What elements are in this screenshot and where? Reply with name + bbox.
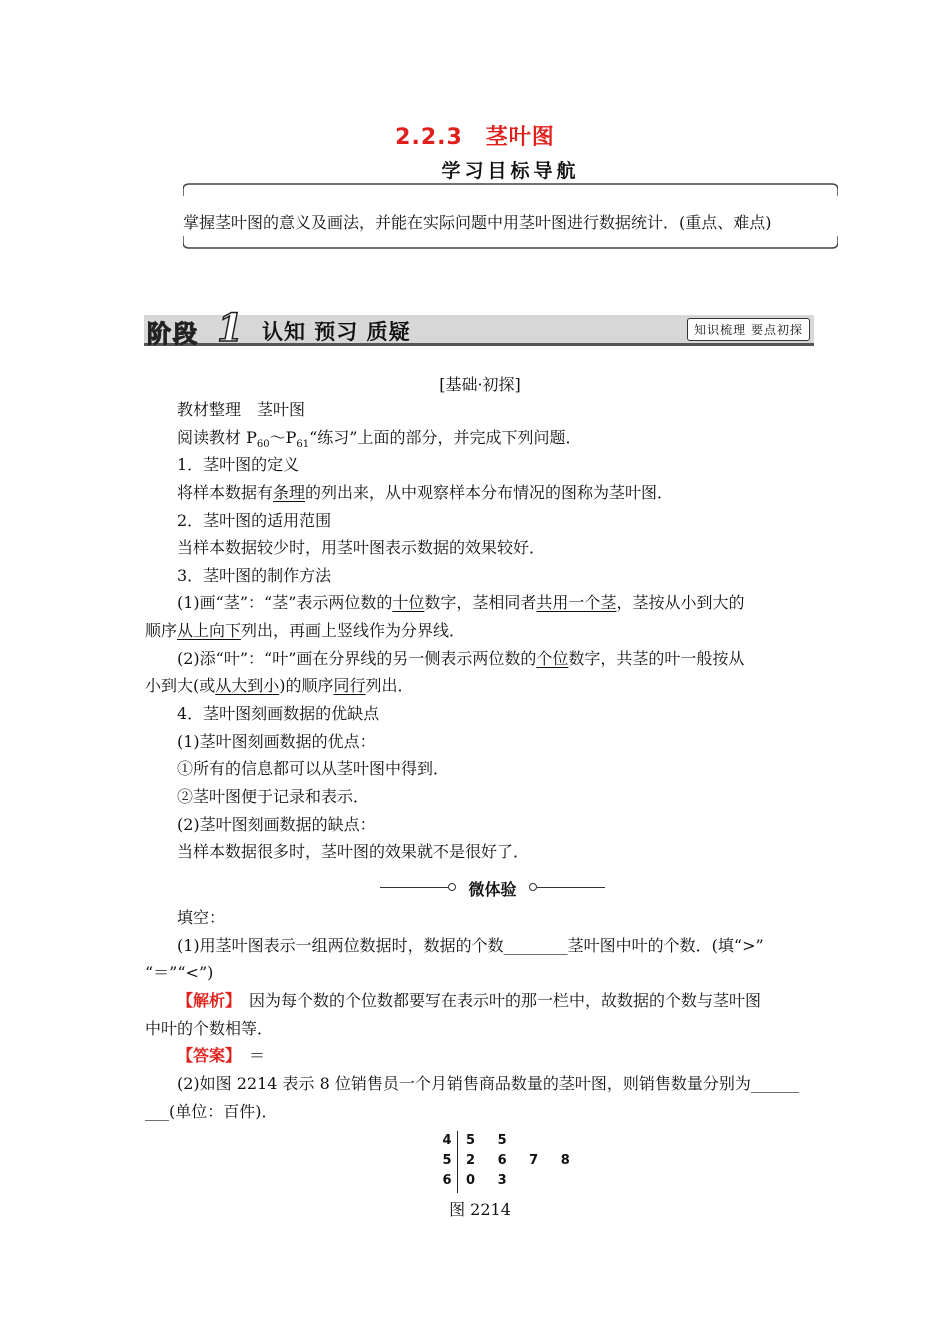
analysis: 中叶的个数相等． (145, 1019, 274, 1038)
goal-text: 掌握茎叶图的意义及画法，并能在实际问题中用茎叶图进行数据统计．(重点、难点) (183, 213, 772, 232)
heading: 4．茎叶图刻画数据的优缺点 (177, 704, 380, 723)
answer-tag: 【答案】 (177, 1046, 234, 1065)
paragraph: 教材整理 茎叶图 (177, 400, 306, 419)
figure-caption: 图 2214 (449, 1200, 511, 1219)
answer: 【答案】 ＝ (177, 1046, 266, 1065)
paragraph: (2)添“叶”：“叶”画在分界线的另一侧表示两位数的个位数字，共茎的叶一般按从 (177, 649, 745, 668)
paragraph: 小到大(或从大到小)的顺序同行列出． (145, 676, 414, 695)
stage-title: 认知 预习 质疑 (262, 320, 411, 344)
heading: 1．茎叶图的定义 (177, 455, 300, 474)
question: (1)用茎叶图表示一组两位数据时，数据的个数________茎叶图中叶的个数．(填“>” (177, 936, 764, 955)
goal-heading: 学习目标导航 (183, 156, 838, 183)
paragraph: (1)画“茎”：“茎”表示两位数的十位数字，茎相同者共用一个茎，茎按从小到大的 (177, 593, 745, 612)
question: ___(单位：百件)． (145, 1102, 278, 1121)
paragraph: 将样本数据有条理的列出来，从中观察样本分布情况的图称为茎叶图． (177, 483, 674, 502)
learning-goal-box (183, 160, 838, 252)
section-tag: [基础·初探] (439, 375, 521, 394)
stage-tag: 知识梳理 要点初探 (687, 318, 810, 341)
micro-heading: 微体验 (468, 880, 517, 899)
heading: 2．茎叶图的适用范围 (177, 511, 332, 530)
micro-divider (380, 877, 605, 897)
paragraph: (1)茎叶图刻画数据的优点： (177, 732, 376, 751)
paragraph: 填空： (177, 908, 226, 927)
page-title: 2.2.3 茎叶图 (395, 125, 555, 150)
paragraph: (2)茎叶图刻画数据的缺点： (177, 815, 376, 834)
stage-banner (144, 305, 814, 350)
stage-label: 阶段 (147, 320, 199, 348)
paragraph: 当样本数据较少时，用茎叶图表示数据的效果较好． (177, 538, 546, 557)
paragraph: 当样本数据很多时，茎叶图的效果就不是很好了． (177, 842, 530, 861)
analysis: 【解析】 因为每个数的个位数都要写在表示叶的那一栏中，故数据的个数与茎叶图 (177, 991, 762, 1010)
paragraph: ①所有的信息都可以从茎叶图中得到． (177, 759, 450, 778)
heading: 3．茎叶图的制作方法 (177, 566, 332, 585)
stem-divider-line (457, 1131, 458, 1193)
paragraph: ②茎叶图便于记录和表示． (177, 787, 370, 806)
question: “＝”“<”) (145, 963, 214, 982)
paragraph: 阅读教材 $P_{60}\sim P_{61}“$练习”上面的部分，并完成下列问题． (177, 428, 582, 451)
paragraph: 顺序从上向下列出，再画上竖线作为分界线． (145, 621, 466, 640)
analysis-tag: 【解析】 (177, 991, 234, 1010)
stage-number: 1 (217, 305, 244, 350)
question: (2)如图 2214 表示 8 位销售员一个月销售商品数量的茎叶图，则销售数量分别为______ (177, 1074, 799, 1093)
